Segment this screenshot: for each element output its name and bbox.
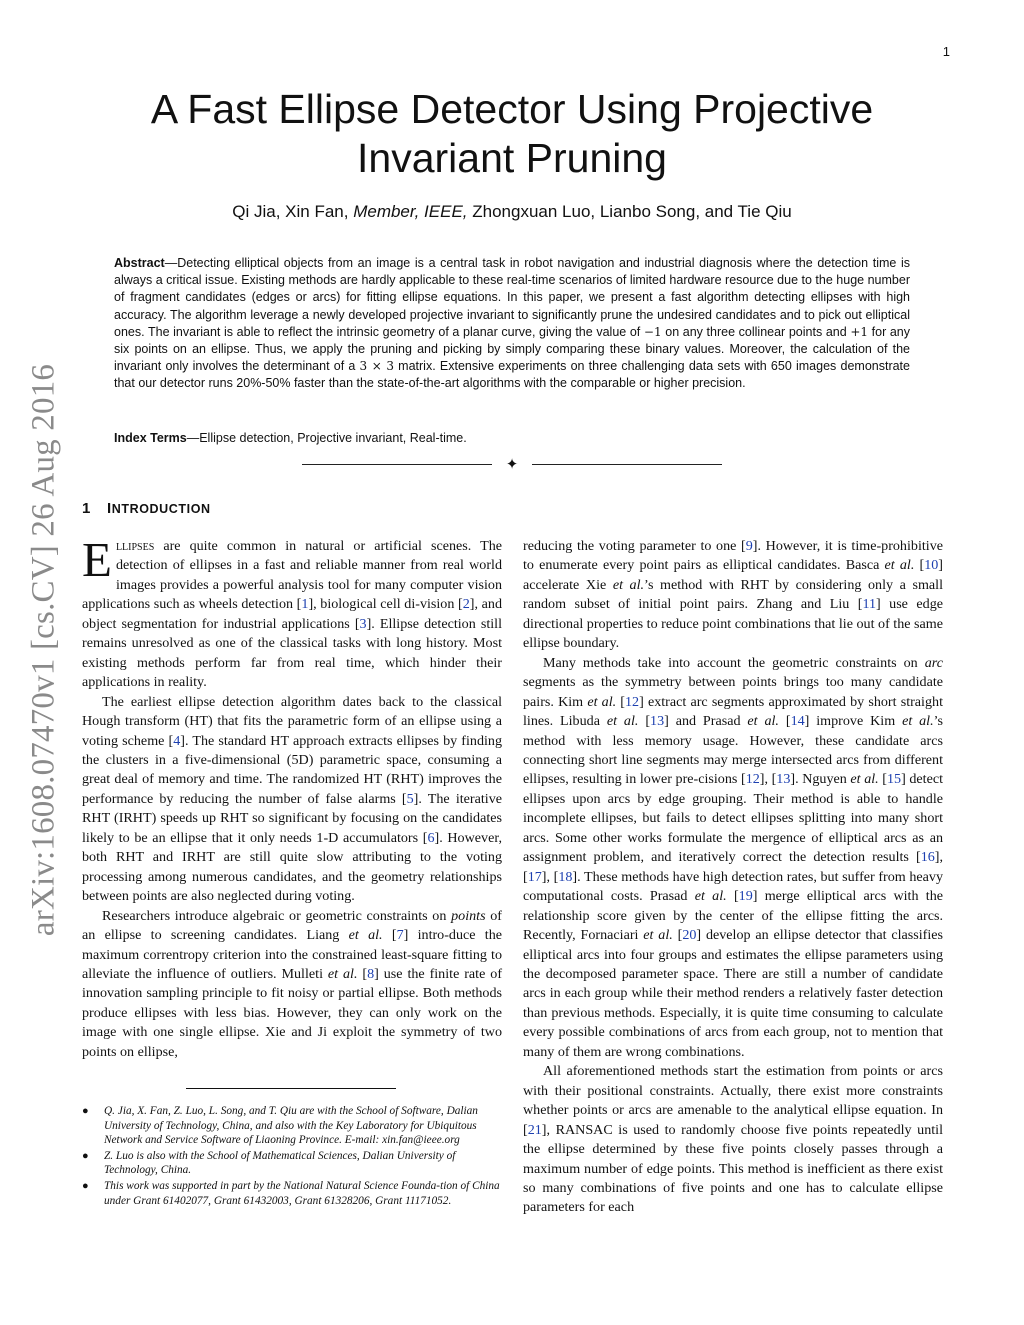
- section-title-rest: NTRODUCTION: [111, 502, 211, 516]
- abstract-text: for any six points on an ellipse. Thus, we apply the pruning and picking by simply comparing these binary values. Moreover, the calculation of the invariant only involves the determinant of a: [114, 324, 911, 374]
- text: [: [357, 965, 368, 982]
- paragraph: [523, 537, 943, 654]
- text: ] and Prasad: [664, 713, 748, 730]
- italic-text: et al.: [747, 713, 779, 730]
- italic-text: et al.: [587, 693, 617, 710]
- paragraph: [523, 1062, 943, 1218]
- italic-text: et al.: [902, 713, 934, 730]
- bullet-icon: ●: [82, 1105, 89, 1117]
- math-plus-one: +1: [850, 324, 869, 339]
- text: ]. The iterative RHT (IRHT) speeds up RHT so significant by focusing on the candidates likely to be an ellipse that it only needs 1-D accumulators [: [82, 790, 502, 846]
- italic-text: arc: [924, 654, 943, 671]
- paragraph: [82, 532, 503, 693]
- italic-text: et al.: [327, 965, 358, 982]
- paragraph: [82, 693, 502, 907]
- footnote-text: Q. Jia, X. Fan, Z. Luo, L. Song, and T. Qiu are with the School of Software, Dalian University of Technology, China, and also with the Key Laboratory for Ubiquitous Network and Service Software of Liaoning Province. E-mail: xin.fan@ieee.org: [104, 1105, 478, 1147]
- index-terms-label: Index Terms: [114, 431, 187, 445]
- citation-link[interactable]: 17: [527, 868, 542, 885]
- text: Many methods take into account the geometric constraints on: [543, 654, 925, 671]
- text: [: [616, 693, 625, 710]
- italic-text: et al.: [884, 557, 915, 574]
- citation-link[interactable]: 2: [462, 596, 470, 613]
- italic-text: et al.: [850, 771, 879, 788]
- text: ] use edge directional properties to reduce point combinations that lie out of the same ellipse boundary.: [523, 596, 943, 652]
- drop-cap: E: [82, 532, 112, 587]
- title-line-1: A Fast Ellipse Detector Using Projective: [150, 86, 874, 132]
- citation-link[interactable]: 8: [367, 965, 375, 982]
- citation-link[interactable]: 4: [173, 732, 181, 749]
- paper-title: [82, 85, 942, 183]
- arxiv-stamp: arXiv:1608.07470v1 [cs.CV] 26 Aug 2016: [25, 363, 62, 937]
- text: of an ellipse to screening candidates. Liang: [82, 907, 503, 944]
- citation-link[interactable]: 9: [745, 538, 753, 554]
- citation-link[interactable]: 16: [920, 849, 935, 866]
- citation-link[interactable]: 7: [396, 927, 404, 944]
- abstract-label: Abstract: [114, 256, 165, 270]
- text: ] develop an ellipse detector that classifies elliptical arcs into four groups and estimates the ellipse parameters using the decomposed parameter space. There are still a number of candidate arcs in each group while their method renders a relatively faster detection than previous methods. Especially, it is quite time consuming to calculate every possible combinations of arcs from each group, not to mention that many of them are wrong combinations.: [523, 927, 943, 1060]
- citation-link[interactable]: 1: [301, 596, 309, 613]
- footnote-item: [82, 1149, 502, 1178]
- title-line-2: Invariant Pruning: [357, 135, 667, 181]
- index-terms-text: —Ellipse detection, Projective invariant, Real-time.: [186, 431, 467, 445]
- text: ], [: [523, 849, 943, 885]
- math-minus-one: −1: [643, 324, 662, 339]
- footnotes: [82, 1104, 502, 1209]
- text: [: [382, 927, 397, 944]
- text: ] extract arc segments approximated by short straight lines. Libuda: [523, 693, 943, 730]
- left-column: [82, 532, 503, 1062]
- text: ]. Nguyen: [790, 771, 851, 788]
- text: [: [914, 557, 925, 574]
- footnote-rule: [186, 1088, 396, 1089]
- citation-link[interactable]: 13: [776, 771, 791, 788]
- citation-link[interactable]: 12: [745, 771, 760, 788]
- separator-rule-right: [532, 464, 722, 465]
- citation-link[interactable]: 12: [625, 693, 640, 710]
- text: ]. Ellipse detection still remains unresolved as one of the classical tasks with long history. Most existing methods perform far from real time, which hinder their applications in reality.: [82, 615, 502, 691]
- section-title-initial: I: [106, 500, 112, 517]
- italic-text: et al.: [348, 927, 383, 944]
- italic-text: et al.: [694, 888, 727, 905]
- bullet-icon: ●: [82, 1179, 89, 1192]
- right-column: [523, 537, 943, 1218]
- footnote-text: Z. Luo is also with the School of Mathematical Sciences, Dalian University of Technology, China.: [104, 1149, 456, 1177]
- paragraph: [82, 907, 502, 1063]
- text: ’s method with RHT by considering only a small random subset of initial point pairs. Zhang and Liu [: [523, 576, 943, 613]
- authors-before: Qi Jia, Xin Fan,: [232, 202, 354, 221]
- abstract-text: matrix. Extensive experiments on three challenging data sets with 650 images demonstrate that our detector runs 20%-50% faster than the state-of-the-art algorithms with the comparable or higher precision.: [114, 359, 910, 391]
- text: ’s method with less memory usage. However, these candidate arcs connecting short line segments may merge intersected arcs from different ellipses, resulting in lower pre-cisions [: [523, 713, 944, 788]
- text: [: [726, 888, 739, 905]
- text: [: [778, 713, 791, 730]
- citation-link[interactable]: 20: [682, 927, 697, 944]
- abstract: [114, 255, 910, 393]
- separator-rule-left: [302, 464, 492, 465]
- abstract-text: —Detecting elliptical objects from an image is a central task in robot navigation and industrial diagnosis where the detection time is always a critical issue. Existing methods are hardly applicable to these real-time scenarios of limited hardware resource due to the huge number of fragment candidates (edges or arcs) for fitting ellipse equations. In this paper, we present a fast algorithm detecting ellipses with high accuracy. The algorithm leverage a newly developed projective invariant to significantly prune the undesired candidates and to pick out elliptical ones. The invariant is able to reflect the intrinsic geometry of a planar curve, giving the value of: [114, 256, 910, 339]
- author-list: [82, 202, 942, 222]
- page-number: 1: [942, 44, 950, 59]
- author-role: Member, IEEE,: [353, 202, 468, 221]
- text: [: [638, 713, 651, 730]
- text: ], [: [759, 771, 777, 788]
- citation-link[interactable]: 6: [427, 829, 435, 846]
- citation-link[interactable]: 11: [862, 596, 877, 613]
- section-heading: [82, 500, 211, 517]
- small-caps-word: llipses: [115, 538, 155, 554]
- paragraph: [523, 654, 943, 1063]
- text: ] detect ellipses upon arcs by edge grouping. Their method is able to handle incomplete ellipses, but fails to detect ellipses splitting into many short arcs. Some other works formulate the mergence of elliptical arcs as an assignment problem, and iteratively correct the detection results [: [523, 771, 944, 866]
- text: ]. These methods have high detection rates, but suffer from heavy computational costs. Prasad: [523, 868, 943, 905]
- text: [: [672, 927, 683, 944]
- italic-text: points: [451, 907, 486, 924]
- footnote-item: [82, 1104, 502, 1148]
- citation-link[interactable]: 21: [527, 1121, 542, 1138]
- text: are quite common in natural or artificial scenes. The detection of ellipses in a fast and reliable manner from real world images provides a powerful analysis tool for many computer vision applications such as wheels detection [: [82, 538, 502, 613]
- text: segments as the symmetry between points brings too many candidate pairs. Kim: [523, 674, 943, 710]
- text: reducing the voting parameter to one [: [523, 538, 746, 554]
- citation-link[interactable]: 3: [359, 615, 367, 632]
- index-terms: [114, 430, 910, 447]
- abstract-text: on any three collinear points and: [661, 324, 851, 339]
- text: All aforementioned methods start the estimation from points or arcs with their positional constraints. Actually, there exist more constraints whether points or arcs are amenable to the analytical ellipse equation. In [: [523, 1063, 943, 1138]
- citation-link[interactable]: 5: [406, 790, 414, 807]
- text: ], RANSAC is used to randomly choose five points repeatedly until the ellipse determined by these five points closely passes through a maximum number of edge points. This method is inefficient as there exist so many combinations of five points and one has to calculate ellipse parameters for each: [523, 1121, 943, 1216]
- text: ] intro-duce the maximum correntropy criterion into the constrained least-square fitting to alleviate the influence of outliers. Mulleti: [82, 927, 503, 982]
- text: ], [: [541, 868, 559, 885]
- text: ] improve Kim: [804, 713, 903, 730]
- text: ] merge elliptical arcs with the relationship score given by the center of the ellipse fitting the arcs. Recently, Fornaciari: [523, 888, 944, 944]
- text: ], biological cell di-vision [: [308, 596, 463, 613]
- text: Researchers introduce algebraic or geometric constraints on: [102, 907, 452, 924]
- text: ] use the finite rate of innovation sampling principle to fit noisy or partial ellipse. Both methods produce ellipses with less bias. However, they can only work on the image with one single ellipse. Xie and Ji exploit the symmetry of two points on ellipse,: [82, 965, 503, 1060]
- text: The earliest ellipse detection algorithm dates back to the classical Hough transform (HT) that fits the parametric form of an ellipse using a voting scheme [: [82, 693, 502, 749]
- separator-diamond-icon: ✦: [505, 455, 519, 473]
- citation-link[interactable]: 18: [558, 868, 573, 885]
- citation-link[interactable]: 10: [924, 557, 939, 574]
- authors-after: Zhongxuan Luo, Lianbo Song, and Tie Qiu: [467, 202, 792, 221]
- text: [: [878, 771, 887, 788]
- text: ]. However, both RHT and IRHT are still quite slow attributing to the voting processing among numerous candidates, and the geometry relationships between points are also neglected during voting.: [82, 829, 502, 905]
- footnote-text: This work was supported in part by the National Natural Science Founda-tion of China under Grant 61402077, Grant 61432003, Grant 61328206, Grant 11171052.: [104, 1179, 500, 1207]
- math-matrix-size: 3 × 3: [359, 359, 394, 374]
- section-number: 1: [82, 500, 91, 517]
- bullet-icon: ●: [82, 1149, 89, 1162]
- text: ]. The standard HT approach extracts ellipses by finding the clusters in a five-dimensional (5D) parametric space, consuming a great deal of memory and time. The randomized HT (RHT) improves the performance by reducing the number of false alarms [: [82, 732, 502, 807]
- citation-link[interactable]: 19: [738, 888, 753, 905]
- italic-text: et al.: [606, 713, 639, 730]
- text: ], and object segmentation for industrial applications [: [82, 596, 503, 632]
- italic-text: et al.: [643, 927, 673, 944]
- citation-link[interactable]: 15: [886, 771, 902, 788]
- text: ] accelerate Xie: [523, 557, 943, 593]
- citation-link[interactable]: 13: [650, 713, 665, 730]
- text: ]. However, it is time-prohibitive to enumerate every point pairs as elliptical candidates. Basca: [523, 538, 943, 574]
- citation-link[interactable]: 14: [790, 713, 805, 730]
- italic-text: et al.: [612, 576, 645, 593]
- footnote-item: [82, 1179, 502, 1208]
